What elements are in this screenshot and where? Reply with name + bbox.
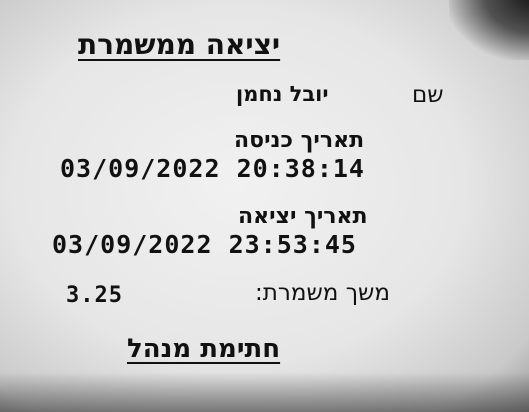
name-label: שם <box>412 82 444 108</box>
shift-duration-label: משך משמרת: <box>255 280 390 306</box>
manager-signature-label: חתימת מנהל <box>127 334 281 364</box>
entry-date-label: תאריך כניסה <box>234 128 365 153</box>
corner-shadow <box>449 0 529 60</box>
receipt-title: יציאה ממשמרת <box>78 28 281 61</box>
exit-date-value: 03/09/2022 23:53:45 <box>52 230 357 259</box>
bottom-shadow <box>0 372 529 412</box>
exit-date-label: תאריך יציאה <box>238 204 368 229</box>
entry-date-value: 03/09/2022 20:38:14 <box>60 154 365 183</box>
name-value: יובל נחמן <box>236 82 329 106</box>
shift-duration-value: 3.25 <box>66 283 123 308</box>
